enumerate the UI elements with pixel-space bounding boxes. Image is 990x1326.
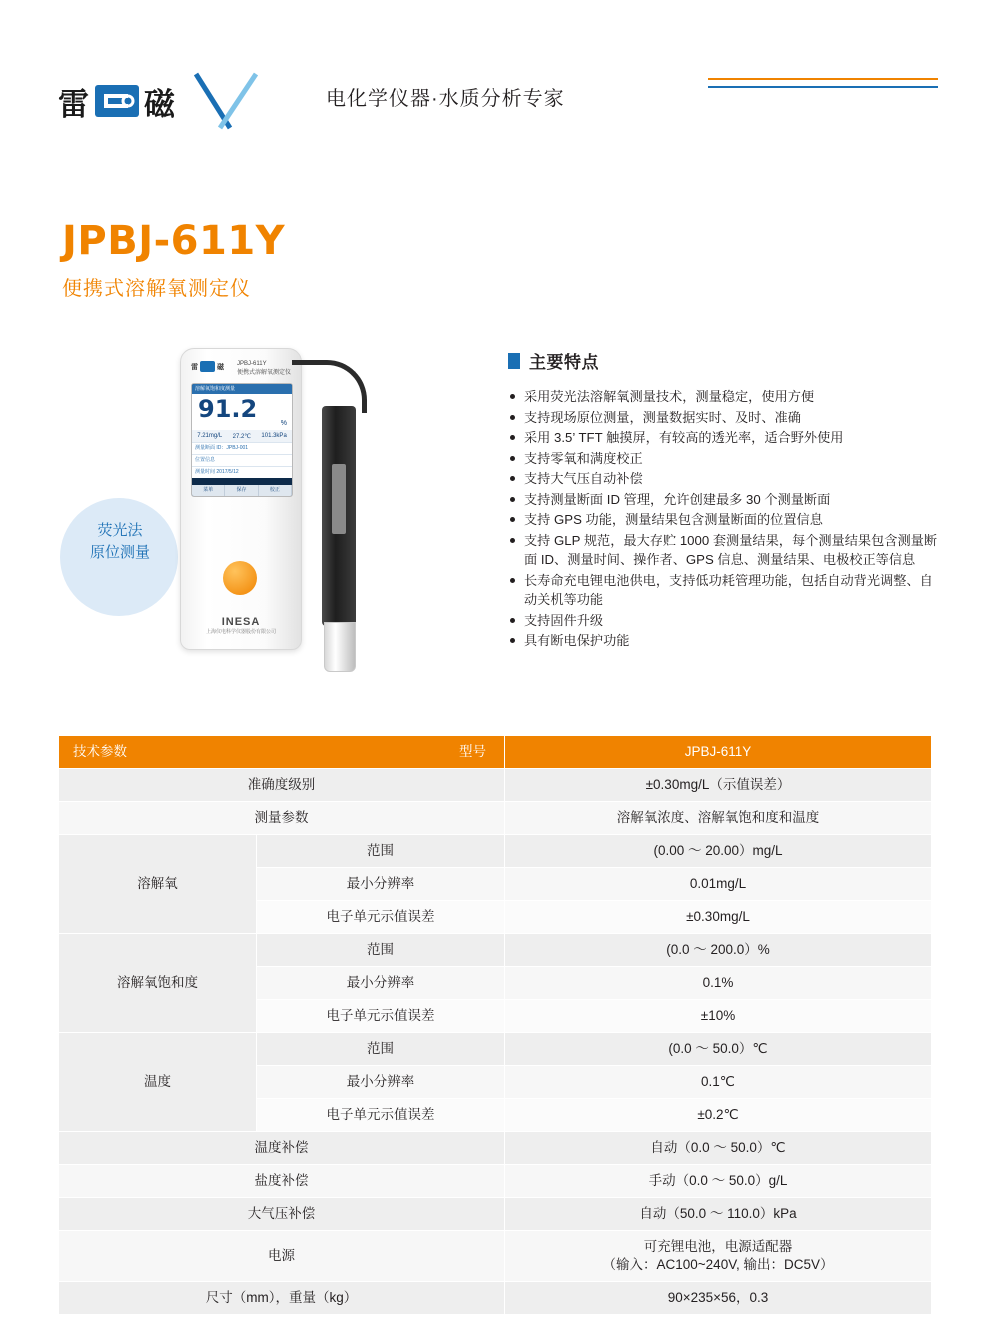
softkey-save[interactable]: 保存 — [225, 485, 258, 496]
row-sub-label: 最小分辨率 — [257, 967, 505, 1000]
table-row — [59, 835, 932, 868]
screen-secondary-values — [192, 430, 292, 442]
list-item: 长寿命充电锂电池供电，支持低功耗管理功能，包括自动背光调整、自动关机等功能 — [508, 571, 938, 610]
features-section — [508, 348, 938, 652]
list-item: 支持固件升级 — [508, 611, 938, 631]
x-mark-icon — [190, 70, 262, 132]
screen-main-reading — [192, 394, 292, 430]
table-row — [59, 1033, 932, 1066]
manufacturer-name: INESA — [221, 616, 261, 628]
screen-unit: % — [280, 420, 287, 427]
screen-location: 位置信息 — [192, 454, 292, 466]
highlight-line2: 原位测量 — [89, 544, 150, 561]
row-value: ±0.2℃ — [505, 1099, 932, 1132]
row-value-line2: （输入：AC100~240V, 输出：DC5V） — [602, 1257, 834, 1272]
table-header-right: JPBJ-611Y — [505, 736, 932, 769]
row-value — [505, 1231, 932, 1282]
section-marker-icon — [508, 353, 520, 369]
screen-value-pressure: 101.3kPa — [261, 433, 287, 439]
header-rules — [708, 78, 938, 94]
row-sub-label: 电子单元示值误差 — [257, 901, 505, 934]
row-label: 大气压补偿 — [59, 1198, 505, 1231]
row-value: 手动（0.0 ～ 50.0）g/L — [505, 1165, 932, 1198]
list-item: 采用 3.5’ TFT 触摸屏，有较高的透光率，适合野外使用 — [508, 428, 938, 448]
table-row — [59, 1132, 932, 1165]
row-sub-label: 最小分辨率 — [257, 868, 505, 901]
table-row — [59, 769, 932, 802]
row-value: 90×235×56，0.3 — [505, 1282, 932, 1315]
table-header-title: 技术参数 — [73, 744, 127, 759]
features-title: 主要特点 — [529, 353, 599, 372]
row-label: 准确度级别 — [59, 769, 505, 802]
row-label: 温度补偿 — [59, 1132, 505, 1165]
device-body — [180, 348, 302, 650]
brand-slogan: 电化学仪器·水质分析专家 — [326, 88, 565, 110]
list-item: 采用荧光法溶解氧测量技术，测量稳定，使用方便 — [508, 387, 938, 407]
features-header — [508, 348, 938, 373]
screen-time: 测量时间 2017/5/12 — [192, 466, 292, 478]
brand-name-char1: 雷 — [58, 86, 90, 123]
device-screen — [191, 383, 293, 497]
power-button[interactable] — [223, 561, 257, 595]
rule-orange — [708, 78, 938, 80]
row-value: (0.0 ～ 200.0）% — [505, 934, 932, 967]
title-area — [62, 218, 285, 301]
device-brand-logo — [191, 361, 224, 372]
row-sub-label: 范围 — [257, 934, 505, 967]
list-item: 支持测量断面 ID 管理，允许创建最多 30 个测量断面 — [508, 490, 938, 510]
highlight-line1: 荧光法 — [97, 522, 143, 539]
row-value: 0.1% — [505, 967, 932, 1000]
list-item: 支持大气压自动补偿 — [508, 469, 938, 489]
highlight-text — [70, 520, 170, 564]
row-label: 测量参数 — [59, 802, 505, 835]
screen-softkeys[interactable] — [192, 485, 292, 496]
row-value: ±0.30mg/L — [505, 901, 932, 934]
screen-value-temp: 27.2℃ — [232, 433, 252, 440]
device-brand-char1: 雷 — [191, 363, 198, 371]
row-label: 尺寸（mm），重量（kg） — [59, 1282, 505, 1315]
manufacturer-brand — [181, 616, 301, 635]
row-group-label: 温度 — [59, 1033, 257, 1132]
screen-value-do: 7.21mg/L — [197, 433, 223, 439]
row-value: ±0.30mg/L（示值误差） — [505, 769, 932, 802]
list-item: 支持现场原位测量，测量数据实时、及时、准确 — [508, 408, 938, 428]
row-value: 0.01mg/L — [505, 868, 932, 901]
screen-value: 91.2 — [198, 395, 258, 423]
row-value: (0.0 ～ 50.0）℃ — [505, 1033, 932, 1066]
row-label: 盐度补偿 — [59, 1165, 505, 1198]
row-sub-label: 电子单元示值误差 — [257, 1000, 505, 1033]
manufacturer-sub: 上海仪电科学仪器股份有限公司 — [205, 629, 276, 635]
list-item: 支持 GPS 功能，测量结果包含测量断面的位置信息 — [508, 510, 938, 530]
row-value: (0.00 ～ 20.00）mg/L — [505, 835, 932, 868]
softkey-menu[interactable]: 菜单 — [192, 485, 225, 496]
table-row — [59, 1282, 932, 1315]
table-header-left — [59, 736, 505, 769]
brand-name-char2: 磁 — [144, 86, 176, 123]
leici-logo-icon — [94, 84, 140, 118]
page-subtitle: 便携式溶解氧测定仪 — [62, 278, 251, 300]
probe-body — [322, 406, 356, 626]
row-sub-label: 范围 — [257, 1033, 505, 1066]
row-sub-label: 电子单元示值误差 — [257, 1099, 505, 1132]
table-row — [59, 802, 932, 835]
row-value: 0.1℃ — [505, 1066, 932, 1099]
device-model-sub: 便携式溶解氧测定仪 — [237, 370, 292, 376]
table-row — [59, 1231, 932, 1282]
row-value: 溶解氧浓度、溶解氧饱和度和温度 — [505, 802, 932, 835]
device-brand-char2: 磁 — [217, 363, 224, 371]
table-header-row — [59, 736, 932, 769]
spec-table — [58, 735, 932, 1315]
row-sub-label: 范围 — [257, 835, 505, 868]
page-title: JPBJ-611Y — [62, 218, 286, 264]
screen-status-bar: 溶解氧饱和度测量 — [192, 384, 292, 394]
features-list — [508, 387, 938, 651]
device-model-text — [237, 360, 291, 378]
list-item: 具有断电保护功能 — [508, 631, 938, 651]
row-sub-label: 最小分辨率 — [257, 1066, 505, 1099]
device-model-line: JPBJ-611Y — [237, 361, 267, 367]
product-image — [60, 330, 480, 710]
table-row — [59, 1165, 932, 1198]
row-group-label: 溶解氧饱和度 — [59, 934, 257, 1033]
page-header — [58, 60, 938, 132]
list-item: 支持零氧和满度校正 — [508, 449, 938, 469]
rule-blue — [708, 86, 938, 88]
table-row — [59, 934, 932, 967]
probe-label — [332, 464, 346, 534]
softkey-calibrate[interactable]: 校正 — [259, 485, 292, 496]
probe-tip — [324, 622, 356, 672]
row-value: ±10% — [505, 1000, 932, 1033]
table-header-model-label: 型号 — [459, 744, 486, 759]
table-row — [59, 1198, 932, 1231]
row-group-label: 溶解氧 — [59, 835, 257, 934]
row-value-line1: 可充锂电池，电源适配器 — [643, 1239, 793, 1254]
row-value: 自动（50.0 ～ 110.0）kPa — [505, 1198, 932, 1231]
screen-section-id: 测量断面 ID：JPBJ-001 — [192, 442, 292, 454]
row-value: 自动（0.0 ～ 50.0）℃ — [505, 1132, 932, 1165]
brand-logo — [58, 70, 262, 132]
row-label: 电源 — [59, 1231, 505, 1282]
device-logo-mark-icon — [200, 361, 215, 372]
list-item: 支持 GLP 规范，最大存贮 1000 套测量结果，每个测量结果包含测量断面 ID、测量时间、操作者、GPS 信息、测量结果、电极校正等信息 — [508, 531, 938, 570]
